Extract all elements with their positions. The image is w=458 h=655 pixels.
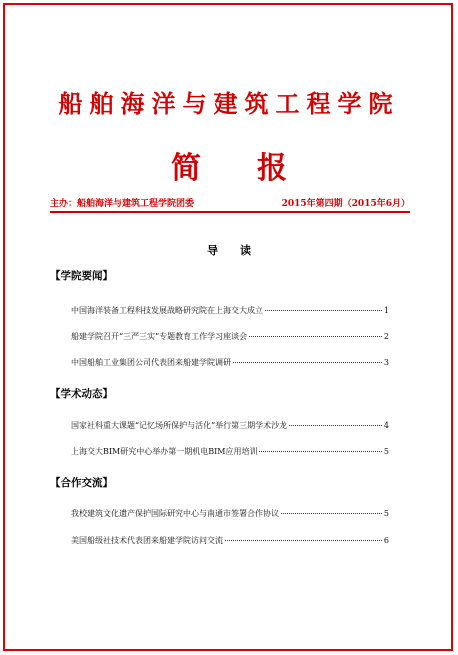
toc-entry-text: 美国船级社技术代表团来船建学院访问交流: [71, 536, 223, 545]
toc-entry-page: 3: [383, 358, 389, 367]
toc-entry[interactable]: [71, 446, 389, 458]
dot-leader: [289, 425, 382, 426]
toc-entry[interactable]: [71, 331, 389, 343]
section-heading-cooperation: 【合作交流】: [50, 477, 113, 489]
toc-entry[interactable]: [71, 357, 389, 369]
masthead-divider: [50, 211, 410, 213]
toc-entry-text: 中国船舶工业集团公司代表团来船建学院调研: [71, 358, 231, 367]
toc-entry[interactable]: [71, 420, 389, 432]
publisher-label: 主办：船舶海洋与建筑工程学院团委: [50, 199, 195, 209]
dot-leader: [225, 540, 382, 541]
dot-leader: [265, 310, 382, 311]
toc-entry-page: 5: [383, 509, 389, 518]
college-title: 船舶海洋与建筑工程学院: [58, 89, 400, 118]
toc-entry[interactable]: [71, 535, 389, 547]
masthead: [50, 196, 410, 210]
toc-title: 导读: [207, 244, 273, 257]
toc-entry-page: 6: [383, 536, 389, 545]
toc-entry-text: 中国海洋装备工程科技发展战略研究院在上海交大成立: [71, 306, 263, 315]
dot-leader: [233, 362, 382, 363]
toc-entry-page: 2: [383, 332, 389, 341]
dot-leader: [249, 336, 382, 337]
toc-entry-text: 上海交大BIM研究中心举办第一期机电BIM应用培训: [71, 447, 258, 456]
issue-label: 2015年第四期（2015年6月）: [281, 199, 410, 209]
dot-leader: [281, 513, 382, 514]
dot-leader: [259, 451, 381, 452]
section-heading-school-news: 【学院要闻】: [50, 270, 113, 282]
toc-entry-text: 我校建筑文化遗产保护国际研究中心与南通市签署合作协议: [71, 509, 279, 518]
toc-entry-text: 船建学院召开“三严三实”专题教育工作学习座谈会: [71, 332, 248, 341]
section-heading-academic: 【学术动态】: [50, 388, 113, 400]
toc-entry[interactable]: [71, 305, 389, 317]
toc-entry-page: 1: [383, 306, 389, 315]
toc-entry-page: 4: [383, 421, 389, 430]
toc-entry-page: 5: [383, 447, 389, 456]
toc-entry[interactable]: [71, 508, 389, 520]
toc-entry-text: 国家社科重大课题“记忆场所保护与活化”举行第三期学术沙龙: [71, 421, 288, 430]
bulletin-title: 简报: [171, 151, 343, 186]
